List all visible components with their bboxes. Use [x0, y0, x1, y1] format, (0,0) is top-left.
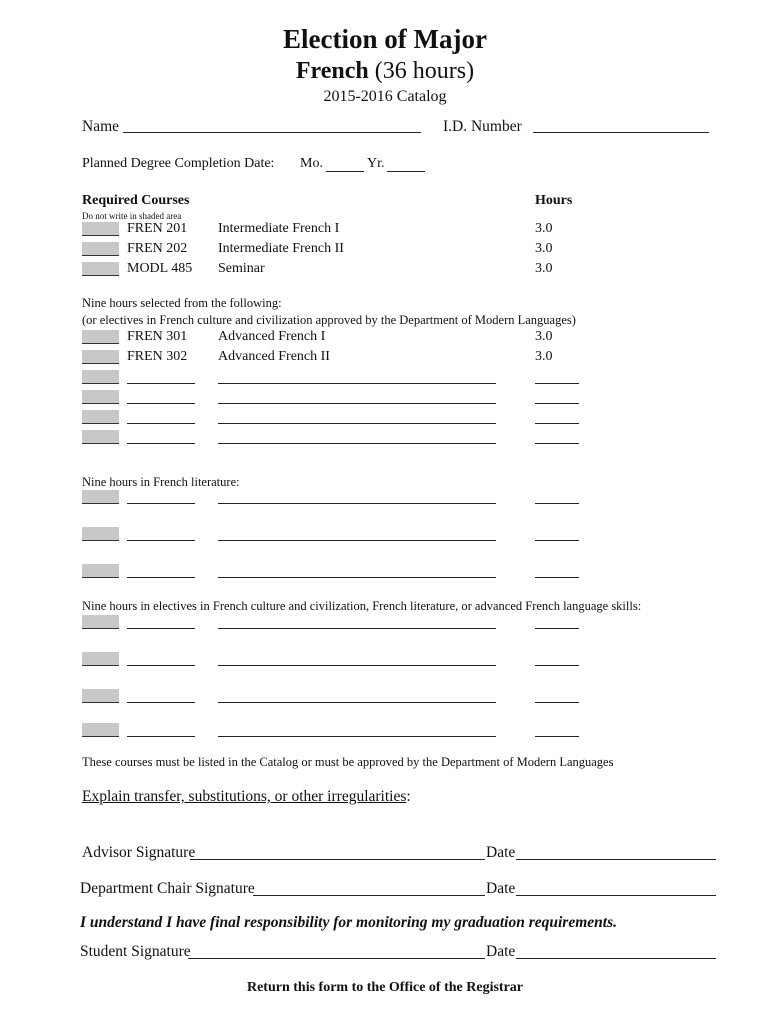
- course-code-field[interactable]: [127, 540, 195, 541]
- student-signature-field[interactable]: [188, 958, 485, 959]
- name-label: Name: [82, 118, 120, 135]
- course-title-field[interactable]: [218, 403, 496, 404]
- course-hours: 3.0: [535, 241, 553, 256]
- course-code-field[interactable]: [127, 383, 195, 384]
- id-number-field[interactable]: [533, 132, 709, 133]
- course-code: FREN 302: [127, 349, 188, 364]
- shaded-box: [82, 490, 119, 504]
- shaded-box: [82, 430, 119, 444]
- advisor-signature-label: Advisor Signature: [82, 844, 196, 861]
- chair-signature-label: Department Chair Signature: [80, 880, 255, 897]
- catalog-note: These courses must be listed in the Catalog or must be approved by the Department of Modern Languages: [82, 755, 614, 769]
- course-hours-field[interactable]: [535, 383, 579, 384]
- course-code-field[interactable]: [127, 443, 195, 444]
- shaded-box: [82, 410, 119, 424]
- required-courses-heading: Required Courses: [82, 193, 190, 208]
- course-title-field[interactable]: [218, 423, 496, 424]
- name-field[interactable]: [123, 132, 421, 133]
- completion-date-label: Planned Degree Completion Date:: [82, 156, 275, 171]
- major-hours: (36 hours): [374, 58, 475, 84]
- student-signature-label: Student Signature: [80, 943, 191, 960]
- course-code: FREN 202: [127, 241, 188, 256]
- course-code-field[interactable]: [127, 736, 195, 737]
- course-title-field[interactable]: [218, 540, 496, 541]
- shaded-box: [82, 222, 119, 236]
- course-code-field[interactable]: [127, 665, 195, 666]
- form-title: Election of Major: [283, 24, 487, 54]
- course-title-field[interactable]: [218, 503, 496, 504]
- course-hours-field[interactable]: [535, 540, 579, 541]
- course-hours-field[interactable]: [535, 665, 579, 666]
- year-field[interactable]: [387, 171, 425, 172]
- course-hours-field[interactable]: [535, 503, 579, 504]
- course-title-field[interactable]: [218, 628, 496, 629]
- explain-label-text: Explain transfer, substitutions, or other irregularities: [82, 788, 407, 805]
- chair-date-field[interactable]: [516, 895, 716, 896]
- shaded-box: [82, 370, 119, 384]
- course-hours-field[interactable]: [535, 577, 579, 578]
- course-code-field[interactable]: [127, 403, 195, 404]
- course-title: Intermediate French I: [218, 221, 340, 236]
- shaded-box: [82, 350, 119, 364]
- chair-date-label: Date: [486, 880, 516, 897]
- course-code-field[interactable]: [127, 577, 195, 578]
- shaded-box: [82, 262, 119, 276]
- hours-heading: Hours: [535, 193, 573, 208]
- course-hours-field[interactable]: [535, 423, 579, 424]
- id-number-label: I.D. Number: [443, 118, 522, 135]
- course-hours-field[interactable]: [535, 702, 579, 703]
- course-title: Advanced French I: [218, 329, 326, 344]
- course-hours: 3.0: [535, 221, 553, 236]
- shaded-box: [82, 652, 119, 666]
- course-hours: 3.0: [535, 329, 553, 344]
- shaded-box: [82, 615, 119, 629]
- literature-heading: Nine hours in French literature:: [82, 475, 240, 489]
- course-title: Advanced French II: [218, 349, 330, 364]
- major-subject: French: [295, 58, 369, 84]
- course-title-field[interactable]: [218, 665, 496, 666]
- other-electives-heading: Nine hours in electives in French culture and civilization, French literature, or advanced French language skills:: [82, 599, 642, 613]
- course-code-field[interactable]: [127, 503, 195, 504]
- course-title: Intermediate French II: [218, 241, 344, 256]
- course-hours-field[interactable]: [535, 628, 579, 629]
- return-note: Return this form to the Office of the Registrar: [246, 980, 524, 995]
- shaded-box: [82, 564, 119, 578]
- shaded-box: [82, 723, 119, 737]
- student-date-label: Date: [486, 943, 516, 960]
- year-label: Yr.: [367, 156, 385, 171]
- course-code-field[interactable]: [127, 423, 195, 424]
- advisor-signature-field[interactable]: [190, 859, 485, 860]
- advisor-date-label: Date: [486, 844, 516, 861]
- course-title-field[interactable]: [218, 443, 496, 444]
- course-hours: 3.0: [535, 349, 553, 364]
- explain-label-colon: :: [406, 788, 411, 805]
- advisor-date-field[interactable]: [516, 859, 716, 860]
- chair-signature-field[interactable]: [253, 895, 485, 896]
- culture-electives-heading: Nine hours selected from the following:: [82, 296, 282, 310]
- responsibility-statement: I understand I have final responsibility for monitoring my graduation requirements.: [80, 914, 617, 931]
- course-code: FREN 201: [127, 221, 188, 236]
- course-code-field[interactable]: [127, 628, 195, 629]
- course-hours-field[interactable]: [535, 403, 579, 404]
- shaded-box: [82, 330, 119, 344]
- culture-electives-subheading: (or electives in French culture and civilization approved by the Department of Modern Languages): [82, 313, 576, 327]
- course-title-field[interactable]: [218, 736, 496, 737]
- course-hours: 3.0: [535, 261, 553, 276]
- course-hours-field[interactable]: [535, 736, 579, 737]
- course-title-field[interactable]: [218, 577, 496, 578]
- shaded-area-note: Do not write in shaded area: [82, 211, 182, 221]
- catalog-year: 2015-2016 Catalog: [323, 88, 447, 105]
- course-code: FREN 301: [127, 329, 188, 344]
- shaded-box: [82, 689, 119, 703]
- shaded-box: [82, 390, 119, 404]
- form-subtitle: [0, 58, 770, 85]
- course-code: MODL 485: [127, 261, 193, 276]
- course-title: Seminar: [218, 261, 265, 276]
- course-code-field[interactable]: [127, 702, 195, 703]
- shaded-box: [82, 527, 119, 541]
- month-field[interactable]: [326, 171, 364, 172]
- month-label: Mo.: [300, 156, 323, 171]
- shaded-box: [82, 242, 119, 256]
- explain-label: [82, 788, 411, 806]
- course-title-field[interactable]: [218, 702, 496, 703]
- student-date-field[interactable]: [516, 958, 716, 959]
- course-title-field[interactable]: [218, 383, 496, 384]
- course-hours-field[interactable]: [535, 443, 579, 444]
